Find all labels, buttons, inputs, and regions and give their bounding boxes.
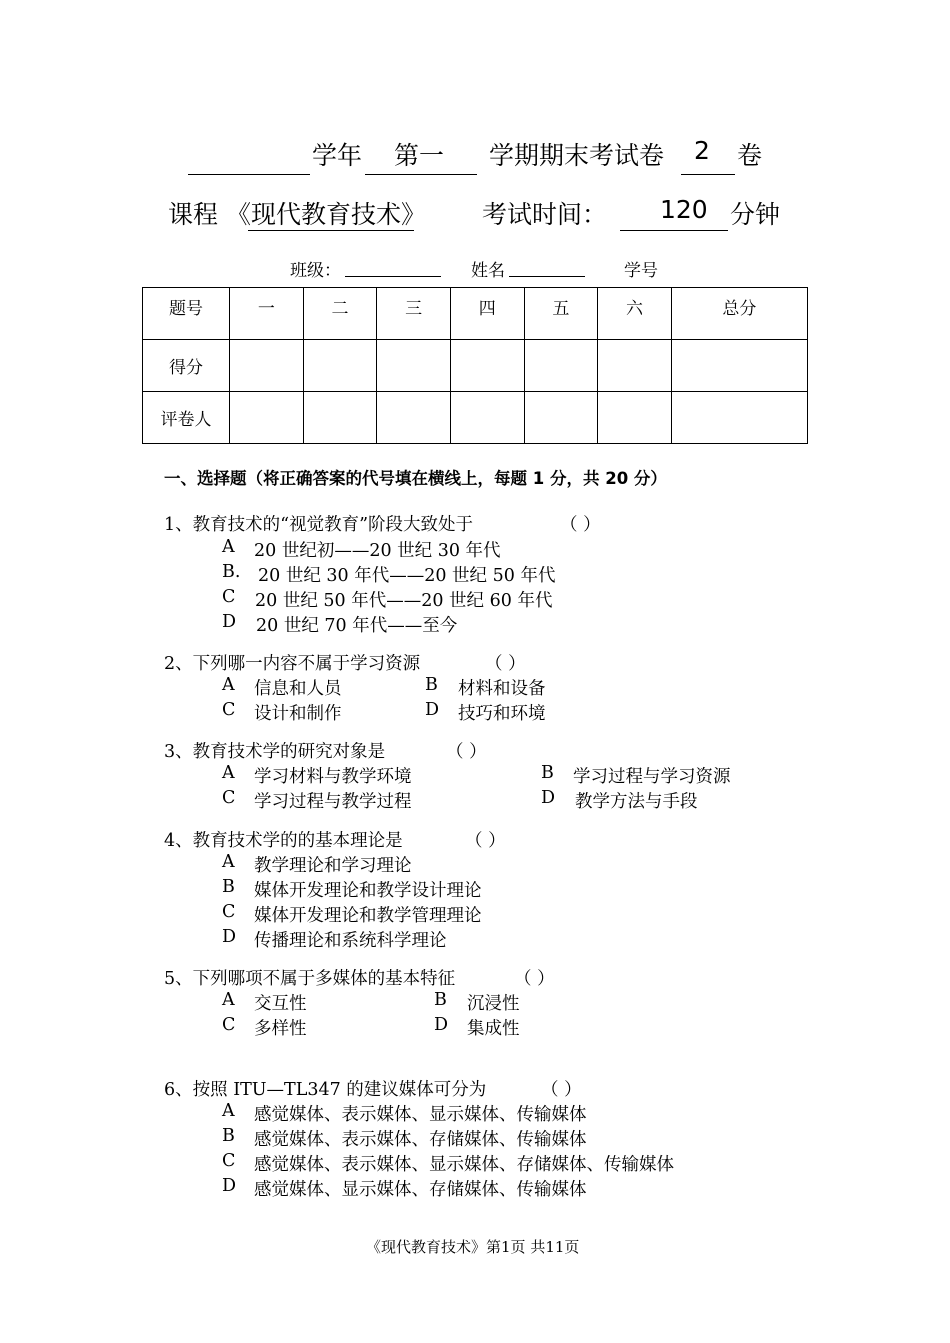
table-header-cell: 一 xyxy=(230,288,304,340)
exam-title: 学期期末考试卷 xyxy=(489,141,665,170)
time-label: 考试时间： xyxy=(482,200,608,229)
option-letter: A xyxy=(222,675,235,695)
grader-cell[interactable] xyxy=(230,392,304,444)
table-header-cell: 二 xyxy=(303,288,377,340)
option-text: 技巧和环境 xyxy=(458,704,546,724)
answer-paren[interactable]: （ ） xyxy=(485,654,526,674)
answer-paren[interactable]: （ ） xyxy=(541,1080,582,1100)
option-letter: C xyxy=(222,700,236,720)
table-header-cell: 六 xyxy=(598,288,672,340)
year-label: 学年 xyxy=(312,141,363,170)
row-label: 得分 xyxy=(143,340,230,392)
option-letter: D xyxy=(434,1015,449,1035)
option-text: 媒体开发理论和教学设计理论 xyxy=(254,881,482,901)
table-header-cell: 四 xyxy=(450,288,524,340)
option-letter: D xyxy=(222,1176,237,1196)
table-header-cell: 题号 xyxy=(143,288,230,340)
option-letter: A xyxy=(222,537,235,557)
table-header-cell: 三 xyxy=(377,288,451,340)
option-letter: A xyxy=(222,1101,235,1121)
option-text: 学习过程与教学过程 xyxy=(254,792,412,812)
class-label: 班级： xyxy=(290,261,341,281)
score-cell[interactable] xyxy=(598,340,672,392)
score-cell[interactable] xyxy=(377,340,451,392)
score-table-header-row xyxy=(143,288,808,340)
course-name: 《现代教育技术》 xyxy=(226,200,427,229)
grader-cell[interactable] xyxy=(377,392,451,444)
time-value: 120 xyxy=(660,195,708,224)
question-stem: 5、下列哪项不属于多媒体的基本特征 xyxy=(164,969,456,989)
question-stem: 2、下列哪一内容不属于学习资源 xyxy=(164,654,421,674)
option-letter: C xyxy=(222,788,236,808)
option-letter: C xyxy=(222,587,236,607)
option-text: 20 世纪 50 年代——20 世纪 60 年代 xyxy=(255,591,553,611)
option-text: 传播理论和系统科学理论 xyxy=(254,931,447,951)
question-stem: 4、教育技术学的的基本理论是 xyxy=(164,831,403,851)
score-cell[interactable] xyxy=(524,340,598,392)
table-header-cell: 总分 xyxy=(671,288,807,340)
option-text: 教学方法与手段 xyxy=(575,792,698,812)
score-table xyxy=(142,287,808,444)
paper-suffix: 卷 xyxy=(737,141,763,170)
time-unit: 分钟 xyxy=(730,200,781,229)
score-row xyxy=(143,340,808,392)
semester-value: 第一 xyxy=(394,141,445,170)
option-letter: D xyxy=(425,700,440,720)
option-text: 学习材料与教学环境 xyxy=(254,767,412,787)
option-letter: D xyxy=(541,788,556,808)
option-letter: D xyxy=(222,927,237,947)
option-letter: C xyxy=(222,1015,236,1035)
option-text: 感觉媒体、表示媒体、显示媒体、传输媒体 xyxy=(254,1105,587,1125)
option-text: 感觉媒体、表示媒体、存储媒体、传输媒体 xyxy=(254,1130,587,1150)
name-blank[interactable] xyxy=(509,260,585,277)
table-header-cell: 五 xyxy=(524,288,598,340)
answer-paren[interactable]: （ ） xyxy=(560,515,601,535)
question-stem: 3、教育技术学的研究对象是 xyxy=(164,742,386,762)
option-letter: A xyxy=(222,990,235,1010)
option-text: 感觉媒体、表示媒体、显示媒体、存储媒体、传输媒体 xyxy=(254,1155,674,1175)
option-letter: C xyxy=(222,1151,236,1171)
option-letter: B xyxy=(541,763,554,783)
option-letter: D xyxy=(222,612,237,632)
option-letter: B xyxy=(425,675,438,695)
option-text: 多样性 xyxy=(254,1019,307,1039)
row-label: 评卷人 xyxy=(143,392,230,444)
paper-no: 2 xyxy=(694,136,710,165)
grader-cell[interactable] xyxy=(598,392,672,444)
name-label: 姓名 xyxy=(471,261,505,281)
option-text: 媒体开发理论和教学管理理论 xyxy=(254,906,482,926)
option-text: 集成性 xyxy=(467,1019,520,1039)
score-cell[interactable] xyxy=(303,340,377,392)
option-text: 学习过程与学习资源 xyxy=(573,767,731,787)
answer-paren[interactable]: （ ） xyxy=(446,742,487,762)
question-stem: 1、教育技术的“视觉教育”阶段大致处于 xyxy=(164,515,474,535)
option-letter: B xyxy=(222,877,235,897)
option-text: 感觉媒体、显示媒体、存储媒体、传输媒体 xyxy=(254,1180,587,1200)
page-footer: 《现代教育技术》第1页 共11页 xyxy=(366,1238,580,1256)
course-label: 课程 xyxy=(168,200,219,229)
score-cell[interactable] xyxy=(230,340,304,392)
question-stem: 6、按照 ITU—TL347 的建议媒体可分为 xyxy=(164,1080,487,1100)
answer-paren[interactable]: （ ） xyxy=(514,969,555,989)
option-letter: B xyxy=(222,1126,235,1146)
option-text: 材料和设备 xyxy=(458,679,546,699)
option-text: 交互性 xyxy=(254,994,307,1014)
option-letter: B xyxy=(434,990,447,1010)
option-text: 沉浸性 xyxy=(467,994,520,1014)
grader-cell[interactable] xyxy=(303,392,377,444)
option-text: 信息和人员 xyxy=(254,679,342,699)
option-text: 20 世纪 30 年代——20 世纪 50 年代 xyxy=(258,566,556,586)
grader-row xyxy=(143,392,808,444)
grader-cell[interactable] xyxy=(671,392,807,444)
option-text: 教学理论和学习理论 xyxy=(254,856,412,876)
score-cell[interactable] xyxy=(671,340,807,392)
option-letter: A xyxy=(222,763,235,783)
option-text: 设计和制作 xyxy=(254,704,342,724)
score-cell[interactable] xyxy=(450,340,524,392)
section-title: 一、选择题（将正确答案的代号填在横线上，每题 1 分，共 20 分） xyxy=(164,469,667,488)
year-blank[interactable] xyxy=(188,149,310,175)
student-id-label: 学号 xyxy=(624,261,658,281)
option-text: 20 世纪 70 年代——至今 xyxy=(256,616,458,636)
answer-paren[interactable]: （ ） xyxy=(465,831,506,851)
option-letter: C xyxy=(222,902,236,922)
option-text: 20 世纪初——20 世纪 30 年代 xyxy=(254,541,501,561)
grader-cell[interactable] xyxy=(524,392,598,444)
class-blank[interactable] xyxy=(345,260,441,277)
option-letter: A xyxy=(222,852,235,872)
grader-cell[interactable] xyxy=(450,392,524,444)
option-letter: B. xyxy=(222,562,241,582)
